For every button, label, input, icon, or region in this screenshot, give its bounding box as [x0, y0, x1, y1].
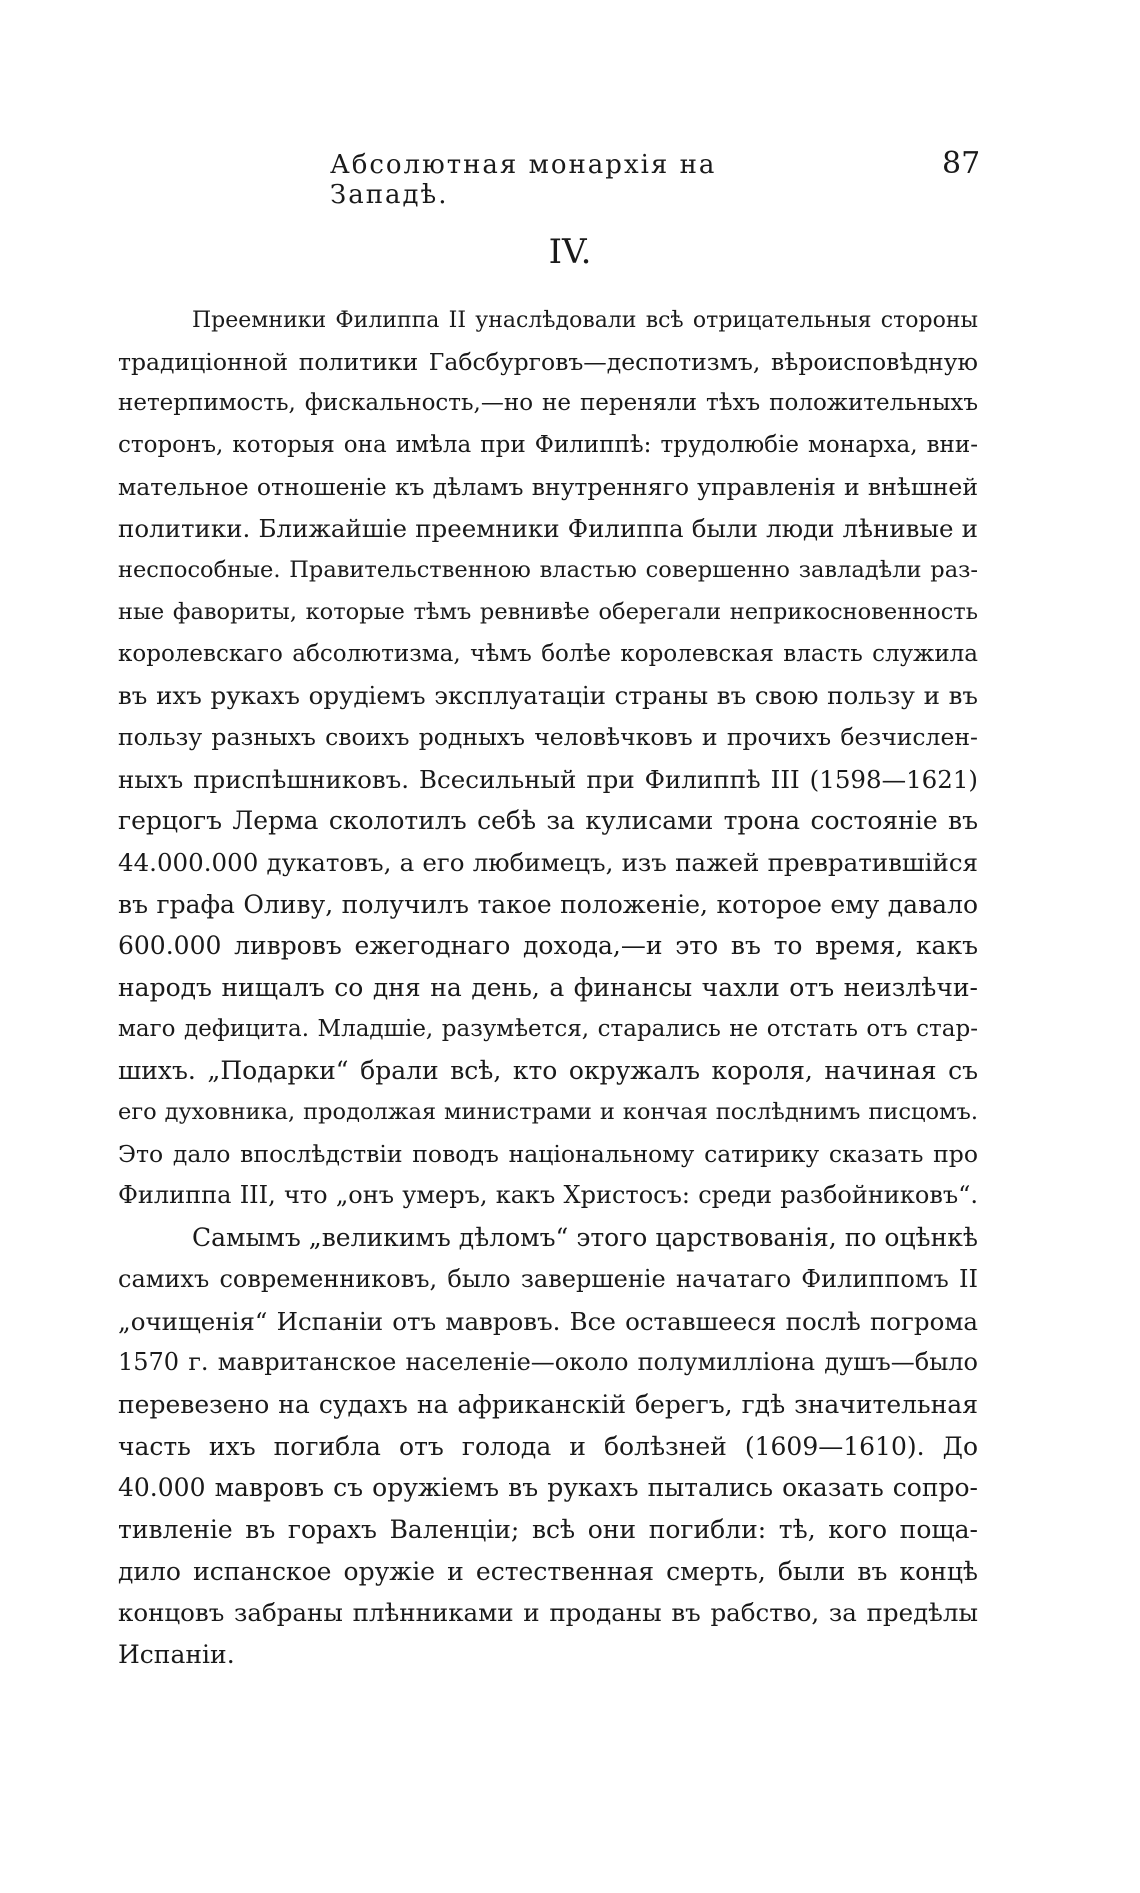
text-line: Испаніи. — [118, 1640, 235, 1669]
text-line: концовъ забраны плѣнниками и проданы въ рабство, за предѣлы — [118, 1598, 978, 1628]
text-line: тивленіе въ горахъ Валенціи; всѣ они погибли: тѣ, кого поща- — [118, 1514, 978, 1544]
text-line: шихъ. „Подарки“ брали всѣ, кто окружалъ короля, начиная съ — [118, 1056, 978, 1086]
text-line: часть ихъ погибла отъ голода и болѣзней (1609—1610). До — [118, 1431, 978, 1461]
text-line: 44.000.000 дукатовъ, а его любимецъ, изъ пажей превратившійся — [118, 847, 978, 877]
text-line: 1570 г. мавританское населеніе—около полумилліона душъ—было — [118, 1348, 978, 1377]
text-line: неспособные. Правительственною властью совершенно завладѣли раз- — [118, 557, 978, 584]
text-line: мательное отношеніе къ дѣламъ внутренняго управленія и внѣшней — [118, 472, 978, 501]
text-line: политики. Ближайшіе преемники Филиппа были люди лѣнивые и — [118, 514, 978, 544]
text-line: герцогъ Лерма сколотилъ себѣ за кулисами трона состояніе въ — [118, 806, 978, 836]
text-line: королевскаго абсолютизма, чѣмъ болѣе королевская власть служила — [118, 640, 978, 667]
text-line: Филиппа III, что „онъ умеръ, какъ Христосъ: среди разбойниковъ“. — [118, 1181, 978, 1210]
body-text — [118, 300, 978, 1676]
text-line: традиціонной политики Габсбурговъ—деспотизмъ, вѣроисповѣдную — [118, 347, 978, 376]
text-line: Преемники Филиппа II унаслѣдовали всѣ отрицательныя стороны — [192, 308, 978, 333]
text-line: 40.000 мавровъ съ оружіемъ въ рукахъ пытались оказать сопро- — [118, 1473, 978, 1503]
text-line: „очищенія“ Испаніи отъ мавровъ. Все оставшееся послѣ погрома — [118, 1306, 978, 1336]
text-line: Самымъ „великимъ дѣломъ“ этого царствованія, по оцѣнкѣ — [192, 1223, 978, 1253]
text-line: сторонъ, которыя она имѣла при Филиппѣ: трудолюбіе монарха, вни- — [118, 432, 978, 459]
text-line: маго дефицита. Младшіе, разумѣется, старались не отстать отъ стар- — [118, 1015, 978, 1042]
text-line: дило испанское оружіе и естественная смерть, были въ концѣ — [118, 1556, 978, 1586]
text-line: пользу разныхъ своихъ родныхъ человѣчковъ и прочихъ безчислен- — [118, 722, 978, 751]
text-line: 600.000 ливровъ ежегоднаго дохода,—и это въ то время, какъ — [118, 931, 978, 961]
text-line: ные фавориты, которые тѣмъ ревнивѣе оберегали неприкосновенность — [118, 598, 978, 625]
text-line: перевезено на судахъ на африканскій берегъ, гдѣ значительная — [118, 1389, 978, 1419]
text-line: въ ихъ рукахъ орудіемъ эксплуатаціи страны въ свою пользу и въ — [118, 681, 978, 711]
section-numeral: IV. — [548, 232, 592, 272]
text-line: нетерпимость, фискальность,—но не переняли тѣхъ положительныхъ — [118, 390, 978, 417]
text-line: его духовника, продолжая министрами и кончая послѣднимъ писцомъ. — [118, 1099, 978, 1126]
running-title: Абсолютная монархія на Западѣ. — [330, 150, 717, 210]
text-line: въ графа Оливу, получилъ такое положеніе, которое ему давало — [118, 889, 978, 919]
text-line: Это дало впослѣдствіи поводъ національному сатирику сказать про — [118, 1139, 978, 1168]
text-line: самихъ современниковъ, было завершеніе начатаго Филиппомъ II — [118, 1264, 978, 1293]
page-number: 87 — [942, 146, 981, 181]
text-line: народъ нищалъ со дня на день, а финансы чахли отъ неизлѣчи- — [118, 973, 978, 1002]
text-line: ныхъ приспѣшниковъ. Всесильный при Филиппѣ III (1598—1621) — [118, 764, 978, 794]
